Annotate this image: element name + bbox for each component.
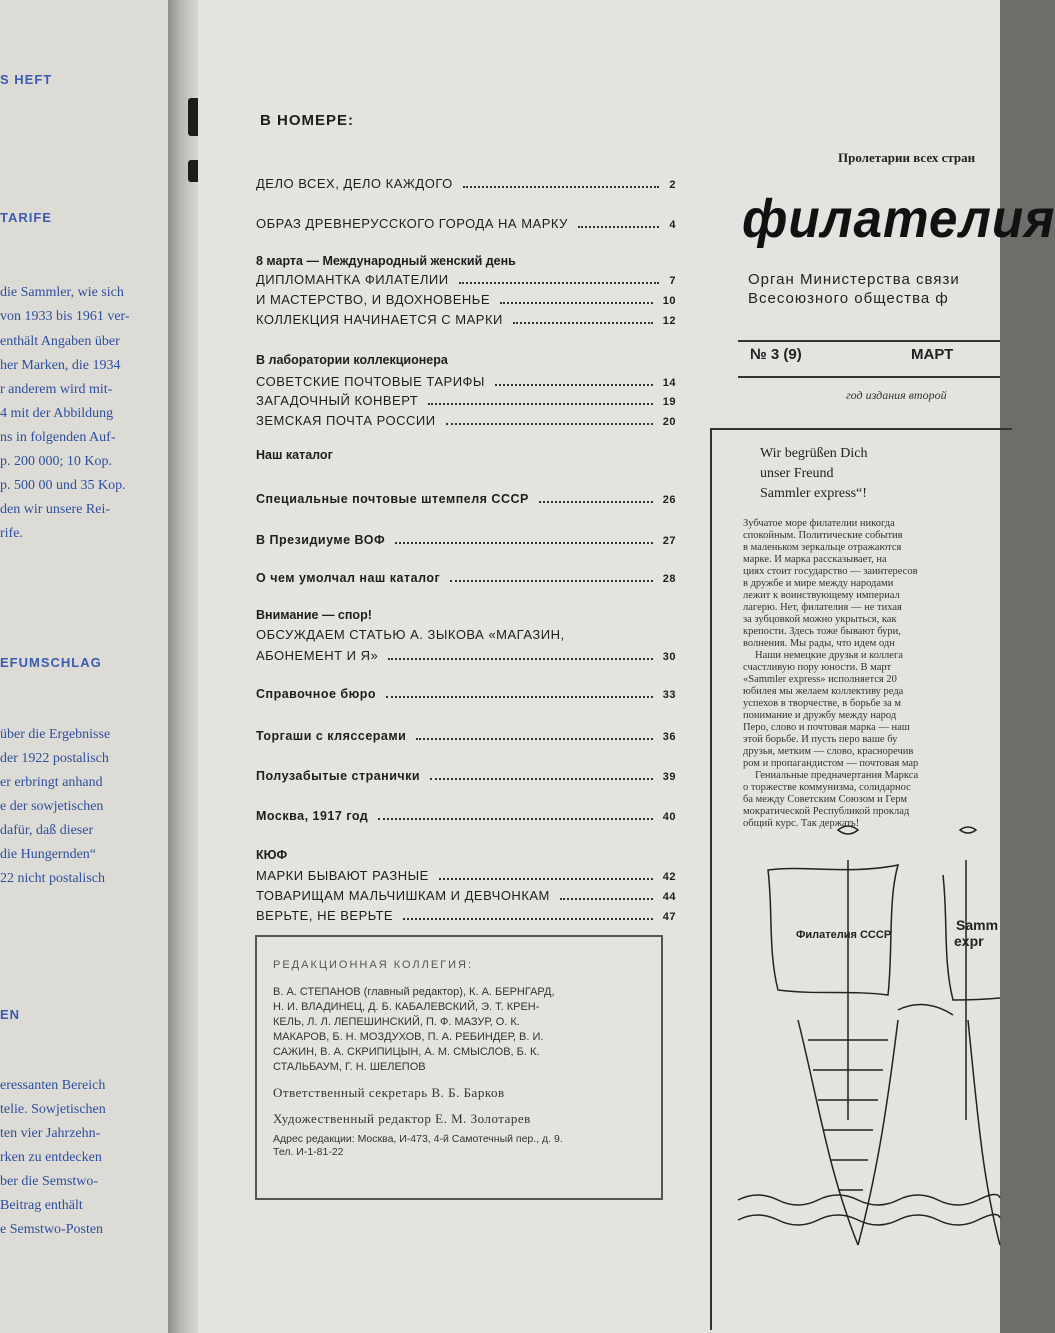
left-page-line: ber die Semstwo- [0,1174,98,1189]
greeting-body-line: счастливую пору юности. В март [743,662,892,673]
greeting-body-line: ром и пропагандистом — почтовая мар [743,758,919,769]
toc-section-label: Внимание — спор! [256,608,372,622]
greeting-body-line: крепости. Здесь тоже бывают бури, [743,626,901,637]
left-page-line: e Semstwo-Posten [0,1222,104,1237]
greeting-body-line: марке. И марка рассказывает, на [743,554,887,565]
toc-entry-title: В Президиуме ВОФ [256,533,386,547]
masthead-rule-bottom [738,376,1000,378]
left-page-line: eressanten Bereich [0,1078,106,1093]
left-page-heading: EN [0,1007,21,1022]
greeting-body-line: за зубцовкой можно укрыться, как [743,614,897,625]
left-page-line: 4 mit der Abbildung [0,406,114,421]
page-gutter [168,0,198,1333]
left-page-line: über die Ergebnisse [0,727,111,742]
toc-entry [256,729,676,743]
greeting-body-line: лагерю. Нет, филателия — не тихая [743,602,902,613]
organ-line: Всесоюзного общества ф [748,290,949,307]
toc-leader-dots [403,918,653,920]
year-note: год издания второй [846,388,947,402]
toc-page-number: 20 [662,416,676,428]
left-page-line: er erbringt anhand [0,775,103,790]
left-page-line: p. 200 000; 10 Kop. [0,454,112,469]
toc-leader-dots [578,226,660,228]
toc-entry-title: ВЕРЬТЕ, НЕ ВЕРЬТЕ [256,908,394,923]
toc-page-number: 14 [662,377,676,389]
masthead-slogan: Пролетарии всех стран [838,150,976,165]
left-page-line: ten vier Jahrzehn- [0,1126,101,1141]
greeting-body-line: успехов в творчестве, в борьбе за м [743,698,902,709]
left-page-line: 22 nicht postalisch [0,871,105,886]
toc-entry-title: Торгаши с кляссерами [256,729,407,743]
toc-page-number: 33 [662,689,676,701]
toc-entry [256,492,676,506]
editorial-member-line: МАКАРОВ, Б. Н. МОЗДУХОВ, П. А. РЕБИНДЕР, В. И. [273,1031,544,1043]
left-page-heading: S HEFT [0,72,53,87]
left-page-line: rife. [0,526,23,541]
issue-month: МАРТ [911,346,954,363]
toc-entry [256,176,676,191]
editorial-member-line: САЖИН, В. А. СКРИПИЦЫН, А. М. СМЫСЛОВ, Б. К. [273,1046,540,1058]
toc-entry [256,533,676,547]
toc-leader-dots [450,580,653,582]
greeting-body-line: о торжестве коммунизма, солидарнос [743,782,911,793]
toc-entry [256,312,676,327]
toc-page-number: 12 [662,315,676,327]
toc-page-number: 40 [662,811,676,823]
toc-entry-title: КОЛЛЕКЦИЯ НАЧИНАЕТСЯ С МАРКИ [256,312,503,327]
left-page-line: den wir unsere Rei- [0,502,111,517]
left-page-line: von 1933 bis 1961 ver- [0,309,130,324]
toc-leader-dots [495,384,653,386]
toc-page-number: 26 [662,494,676,506]
issue-number: № 3 (9) [750,346,802,363]
toc-entry [256,908,676,923]
toc-section-label: КЮФ [256,848,288,862]
toc-entry-title: МАРКИ БЫВАЮТ РАЗНЫЕ [256,868,429,883]
left-page-line: her Marken, die 1934 [0,358,121,373]
toc-page-number: 4 [669,219,676,231]
greeting-body-line: спокойным. Политические события [743,530,903,541]
toc-entry-title: Специальные почтовые штемпеля СССР [256,492,529,506]
editorial-member-line: КЕЛЬ, Л. Л. ЛЕПЕШИНСКИЙ, П. Ф. МАЗУР, О. К. [273,1016,520,1028]
toc-entry-title: СОВЕТСКИЕ ПОЧТОВЫЕ ТАРИФЫ [256,374,485,389]
right-page [198,0,1055,1333]
flag-right-text: expr [954,933,984,949]
toc-leader-dots [439,878,653,880]
greeting-body-line: Зубчатое море филателии никогда [743,518,895,529]
greeting-body-line: Гениальные предначертания Маркса [755,770,919,781]
toc-page-number: 47 [662,911,676,923]
toc-leader-dots [560,898,653,900]
executive-secretary: Ответственный секретарь В. Б. Барков [273,1085,505,1100]
toc-leader-dots [500,302,653,304]
greeting-body-line: волнения. Мы рады, что идем одн [743,638,895,649]
toc-leader-dots [428,403,653,405]
toc-heading: В НОМЕРЕ: [260,112,355,129]
toc-leader-dots [388,658,653,660]
toc-entry-title: Полузабытые странички [256,769,421,783]
toc-page-number: 27 [662,535,676,547]
toc-entry [256,648,676,663]
organ-line: Орган Министерства связи [748,271,960,288]
greeting-body [743,518,1003,830]
toc-entry-title: Справочное бюро [256,687,377,701]
toc-entry [256,413,676,428]
editorial-member-line: СТАЛЬБАУМ, Г. Н. ШЕЛЕПОВ [273,1061,426,1073]
toc-entry [256,292,676,307]
toc-section-label: ОБСУЖДАЕМ СТАТЬЮ А. ЗЫКОВА «МАГАЗИН, [256,627,565,642]
toc-entry [256,374,676,389]
toc-entry [256,769,676,783]
toc-entry-title: ДЕЛО ВСЕХ, ДЕЛО КАЖДОГО [256,176,453,191]
left-page-line: p. 500 00 und 35 Kop. [0,478,126,493]
toc-page-number: 2 [669,179,676,191]
editorial-member-line: Н. И. ВЛАДИНЕЦ, Д. Б. КАБАЛЕВСКИЙ, Э. Т. КРЕН- [273,1001,540,1013]
toc-section-label: В лаборатории коллекционера [256,353,448,367]
editorial-address: Адрес редакции: Москва, И-473, 4-й Самотечный пер., д. 9. [273,1133,563,1145]
greeting-body-line: общий курс. Так держать! [743,818,860,829]
toc-entry-title: ЗЕМСКАЯ ПОЧТА РОССИИ [256,413,436,428]
left-page-line: e der sowjetischen [0,799,104,814]
toc-entry-title: АБОНЕМЕНТ И Я» [256,648,379,663]
greeting-body-line: юбилея мы желаем коллективу реда [743,686,904,697]
toc-page-number: 28 [662,573,676,585]
toc-page-number: 7 [669,275,676,287]
greeting-body-line: мократической Республикой проклад [743,806,910,817]
toc-leader-dots [463,186,660,188]
toc-entry-title: ТОВАРИЩАМ МАЛЬЧИШКАМ И ДЕВЧОНКАМ [256,888,550,903]
toc-entry-title: И МАСТЕРСТВО, И ВДОХНОВЕНЬЕ [256,292,491,307]
flag-left-text: Филателия СССР [796,929,892,941]
toc-leader-dots [459,282,660,284]
toc-page-number: 19 [662,396,676,408]
toc-page-number: 39 [662,771,676,783]
toc-entry [256,809,676,823]
toc-page-number: 30 [662,651,676,663]
left-page-line: die Hungernden“ [0,847,97,862]
left-page-heading: EFUMSCHLAG [0,655,102,670]
left-page-line: die Sammler, wie sich [0,285,124,300]
toc-entry-title: О чем умолчал наш каталог [256,571,441,585]
toc-entry [256,687,676,701]
greeting-body-line: «Sammler express» исполняется 20 [743,674,897,685]
editorial-title: РЕДАКЦИОННАЯ КОЛЛЕГИЯ: [273,959,474,971]
greeting-body-line: понимание и дружбу между народ [743,710,897,721]
toc-leader-dots [378,818,653,820]
ships-illustration [738,820,1000,1250]
left-page-heading: TARIFE [0,210,52,225]
toc-entry-title: ЗАГАДОЧНЫЙ КОНВЕРТ [256,393,419,408]
toc-leader-dots [539,501,653,503]
flag-right-text: Samm [956,917,999,933]
toc-section-label: 8 марта — Международный женский день [256,254,516,268]
toc-leader-dots [430,778,653,780]
toc-entry [256,888,676,903]
toc-page-number: 42 [662,871,676,883]
editorial-board-box [255,935,663,1200]
greeting-body-line: Наши немецкие друзья и коллега [755,650,903,661]
left-page-line: enthält Angaben über [0,334,120,349]
toc-entry [256,571,676,585]
toc-entry [256,868,676,883]
toc-leader-dots [446,423,653,425]
left-page-line: der 1922 postalisch [0,751,109,766]
toc-leader-dots [416,738,652,740]
greeting-line: Wir begrüßen Dich [760,446,868,461]
greeting-line: unser Freund [760,466,834,481]
left-page-line: Beitrag enthält [0,1198,83,1213]
masthead-title: филателия [742,189,1055,249]
left-page-line: rken zu entdecken [0,1150,102,1165]
art-editor: Художественный редактор Е. М. Золотарев [273,1111,531,1126]
greeting-body-line: лежит к воинствующему империал [743,590,900,601]
greeting-body-line: ба между Советским Союзом и Герм [743,794,907,805]
greeting-body-line: в маленьком зеркальце отражаются [743,542,902,553]
toc-entry-title: ОБРАЗ ДРЕВНЕРУССКОГО ГОРОДА НА МАРКУ [256,216,568,231]
greeting-body-line: Перо, слово и почтовая марка — наш [743,722,910,733]
left-page-line: dafür, daß dieser [0,823,94,838]
greeting-line: Sammler express“! [760,486,867,501]
toc-entry [256,216,676,231]
toc-leader-dots [513,322,653,324]
greeting-body-line: в дружбе и мире между народами [743,578,894,589]
left-page-line: telie. Sowjetischen [0,1102,106,1117]
editorial-member-line: В. А. СТЕПАНОВ (главный редактор), К. А. БЕРНГАРД, [273,986,555,998]
toc-entry-title: ДИПЛОМАНТКА ФИЛАТЕЛИИ [256,272,449,287]
greeting-body-line: циях стоит государство — заинтересов [743,566,918,577]
greeting-body-line: друзья, метким — слово, красноречив [743,746,914,757]
left-page [0,0,168,1333]
left-page-line: ns in folgenden Auf- [0,430,116,445]
toc-leader-dots [386,696,653,698]
toc-leader-dots [395,542,653,544]
toc-section-label: Наш каталог [256,448,333,462]
toc-page-number: 44 [662,891,676,903]
masthead-organ [748,270,960,308]
toc-entry [256,393,676,408]
left-page-line: r anderem wird mit- [0,382,113,397]
toc-page-number: 36 [662,731,676,743]
toc-page-number: 10 [662,295,676,307]
masthead-rule-top [738,340,1000,342]
toc-entry-title: Москва, 1917 год [256,809,369,823]
toc-entry [256,272,676,287]
editorial-phone: Тел. И-1-81-22 [273,1146,344,1158]
greeting-body-line: этой борьбе. И пусть перо ваше бу [743,734,898,745]
